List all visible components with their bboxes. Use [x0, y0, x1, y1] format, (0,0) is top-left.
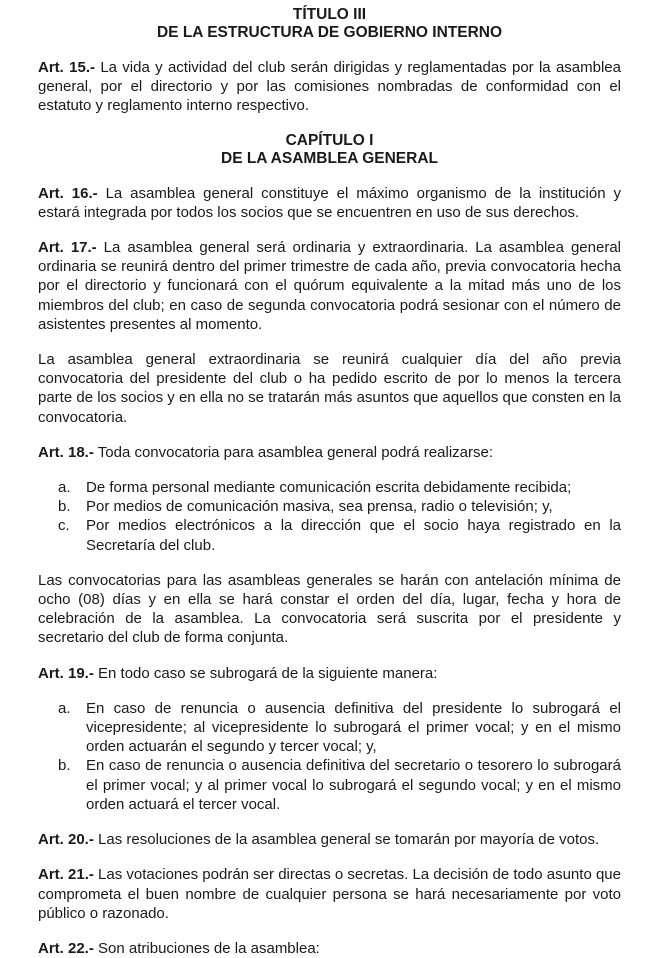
article-label: Art. 19.-	[38, 664, 94, 682]
article-label: Art. 22.-	[38, 939, 94, 957]
list-marker: a.	[58, 479, 71, 497]
article-text: La asamblea general constituye el máximo organismo de la institución y estará integrada por todos los socios que se encuentren en uso de sus derechos.	[38, 184, 621, 221]
article-19	[38, 664, 621, 683]
article-18	[38, 443, 621, 462]
article-15	[38, 58, 621, 116]
article-21	[38, 865, 621, 923]
list-marker: a.	[58, 699, 71, 717]
article-label: Art. 17.-	[38, 239, 97, 257]
article-text: Las votaciones podrán ser directas o secretas. La decisión de todo asunto que comprometa el buen nombre de cualquier persona se hará necesariamente por voto público o razonado.	[38, 866, 621, 922]
list-marker: b.	[58, 757, 71, 775]
article-text: Son atribuciones de la asamblea:	[98, 939, 320, 957]
article-17	[38, 238, 621, 334]
title-name: DE LA ESTRUCTURA DE GOBIERNO INTERNO	[156, 24, 503, 41]
article-16	[38, 184, 621, 222]
title-heading	[38, 6, 621, 42]
list-item	[46, 478, 621, 497]
article-label: Art. 21.-	[38, 866, 94, 884]
article-text: La vida y actividad del club serán dirigidas y reglamentadas por la asamblea general, por el directorio y por las comisiones nombradas de conformidad con el estatuto y reglamento interno respectivo.	[38, 59, 621, 115]
article-label: Art. 18.-	[38, 443, 94, 461]
article-text: En todo caso se subrogará de la siguiente manera:	[98, 664, 438, 682]
article-text: Las resoluciones de la asamblea general se tomarán por mayoría de votos.	[98, 831, 600, 849]
article-22	[38, 939, 621, 958]
list-marker: c.	[58, 517, 70, 535]
article-text: Toda convocatoria para asamblea general podrá realizarse:	[97, 443, 494, 461]
list-marker: b.	[58, 498, 71, 516]
list-item	[46, 516, 621, 554]
article-label: Art. 16.-	[38, 184, 98, 202]
article-20	[38, 830, 621, 849]
article-18-paragraph-2: Las convocatorias para las asambleas generales se harán con antelación mínima de ocho (08) días y en ella se hará constar el orden del día, lugar, fecha y hora de celebración de la asamblea. La convocatoria será suscrita por el presidente y secretario del club de forma conjunta.	[38, 571, 621, 647]
chapter-number: CAPÍTULO I	[285, 131, 374, 149]
list-item-text: En caso de renuncia o ausencia definitiva del presidente lo subrogará el vicepresidente; al vicepresidente lo subrogará el primer vocal; y en el mismo orden actuarán el segundo y tercer vocal; y,	[86, 699, 621, 756]
article-18-list	[38, 478, 621, 555]
list-item-text: Por medios electrónicos a la dirección que el socio haya registrado en la Secretaría del club.	[86, 517, 621, 554]
list-item	[46, 756, 621, 814]
list-item	[46, 699, 621, 757]
chapter-name: DE LA ASAMBLEA GENERAL	[221, 149, 438, 167]
list-item-text: Por medios de comunicación masiva, sea prensa, radio o televisión; y,	[86, 498, 553, 516]
title-number: TÍTULO III	[292, 6, 367, 23]
chapter-heading	[38, 132, 621, 168]
article-19-list	[38, 699, 621, 814]
list-item-text: De forma personal mediante comunicación escrita debidamente recibida;	[86, 479, 572, 497]
article-label: Art. 20.-	[38, 831, 94, 849]
article-label: Art. 15.-	[38, 59, 95, 76]
list-item	[46, 497, 621, 516]
list-item-text: En caso de renuncia o ausencia definitiva del secretario o tesorero lo subrogará el primer vocal; y al primer vocal lo subrogará el segundo vocal; y en el mismo orden actuará el tercer vocal.	[86, 757, 621, 813]
article-17-paragraph-2: La asamblea general extraordinaria se reunirá cualquier día del año previa convocatoria del presidente del club o ha pedido escrito de por lo menos la tercera parte de los socios y en ella no se tratarán más asuntos que aquellos que consten en la convocatoria.	[38, 351, 621, 426]
article-text: La asamblea general será ordinaria y extraordinaria. La asamblea general ordinaria se reunirá dentro del primer trimestre de cada año, previa convocatoria hecha por el directorio y funcionará con el quórum equivalente a la mitad más uno de los miembros del club; en caso de segunda convocatoria podrá sesionar con el número de asistentes presentes al momento.	[38, 239, 621, 333]
